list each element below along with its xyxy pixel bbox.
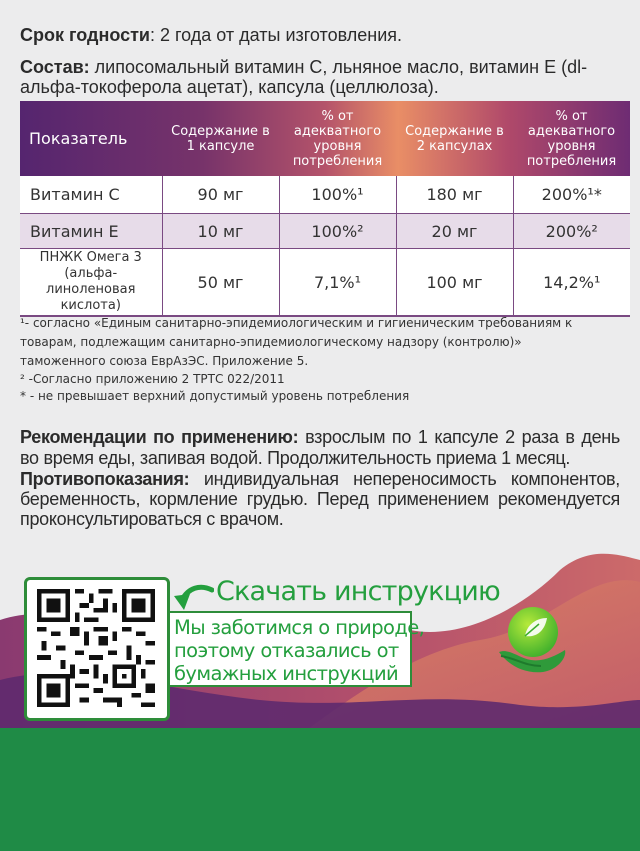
- table-row: [20, 176, 630, 214]
- table-cell: 7,1%¹: [279, 249, 396, 317]
- download-instructions-link[interactable]: Скачать инструкцию: [216, 576, 500, 607]
- footnote: * - не превышает верхний допустимый уровень потребления: [20, 389, 410, 403]
- contraindications-text: индивидуальная непереносимость компонентов, беременность, кормление грудью. Перед применением рекомендуется проконсультироваться с врачом.: [20, 469, 620, 529]
- table-cell: 200%²: [513, 214, 630, 249]
- qr-code-icon: [37, 589, 155, 707]
- shelf-life-line: [20, 25, 622, 46]
- eco-notice-line: бумажных инструкций: [174, 662, 399, 685]
- footnote: ² -Согласно приложению 2 ТРТС 022/2011: [20, 372, 285, 386]
- table-cell: 20 мг: [396, 214, 513, 249]
- table-header: Показатель: [29, 129, 128, 148]
- composition-line: [20, 57, 622, 97]
- footnote: ¹- согласно «Единым санитарно-эпидемиологическим и гигиеническим требованиям к товарам, подлежащим санитарно-эпидемиологическому надзору (контролю)» таможенного союза ЕврАзЭС. Приложение 5.: [20, 316, 573, 368]
- table-cell: Витамин Е: [20, 214, 162, 249]
- table-cell: 200%¹*: [513, 176, 630, 214]
- table-cell: 10 мг: [162, 214, 279, 249]
- table-cell: 90 мг: [162, 176, 279, 214]
- eco-notice-line: поэтому отказались от: [174, 639, 399, 662]
- table-row: [20, 249, 630, 317]
- green-band: [0, 728, 640, 851]
- composition-value: липосомальный витамин С, льняное масло, витамин Е (dl-альфа-токоферола ацетат), капсула (целлюлоза).: [20, 57, 588, 97]
- curved-arrow-icon: [172, 582, 214, 612]
- nutrition-table: [20, 101, 630, 317]
- qr-code-frame[interactable]: [24, 577, 170, 721]
- contraindications: [20, 469, 620, 529]
- table-row: [20, 214, 630, 249]
- recommendations-text: взрослым по 1 капсуле 2 раза в день во время еды, запивая водой. Продолжительность приема 1 месяц.: [20, 427, 620, 468]
- table-header-row: [20, 101, 630, 176]
- table-header: % от адекватного уровня потребления: [292, 108, 383, 169]
- table-header: % от адекватного уровня потребления: [526, 108, 617, 169]
- eco-notice-line: Мы заботимся о природе,: [174, 616, 425, 639]
- table-header: Содержание в 2 капсулах: [405, 123, 504, 154]
- recommendations-label: Рекомендации по применению:: [20, 427, 299, 447]
- eco-leaf-hand-icon: [495, 600, 575, 678]
- shelf-life-label: Срок годности: [20, 25, 150, 45]
- table-cell: 100%¹: [279, 176, 396, 214]
- eco-notice: [168, 611, 425, 687]
- recommendations: [20, 427, 620, 469]
- table-cell: Витамин С: [20, 176, 162, 214]
- contraindications-label: Противопоказания:: [20, 469, 190, 489]
- table-cell: 100%²: [279, 214, 396, 249]
- table-header: Содержание в 1 капсуле: [171, 123, 270, 154]
- table-cell: ПНЖК Омега 3 (альфа-линоленовая кислота): [20, 249, 162, 317]
- table-cell: 180 мг: [396, 176, 513, 214]
- shelf-life-value: : 2 года от даты изготовления.: [149, 25, 402, 45]
- table-cell: 50 мг: [162, 249, 279, 317]
- table-cell: 100 мг: [396, 249, 513, 317]
- table-cell: 14,2%¹: [513, 249, 630, 317]
- composition-label: Состав:: [20, 57, 90, 77]
